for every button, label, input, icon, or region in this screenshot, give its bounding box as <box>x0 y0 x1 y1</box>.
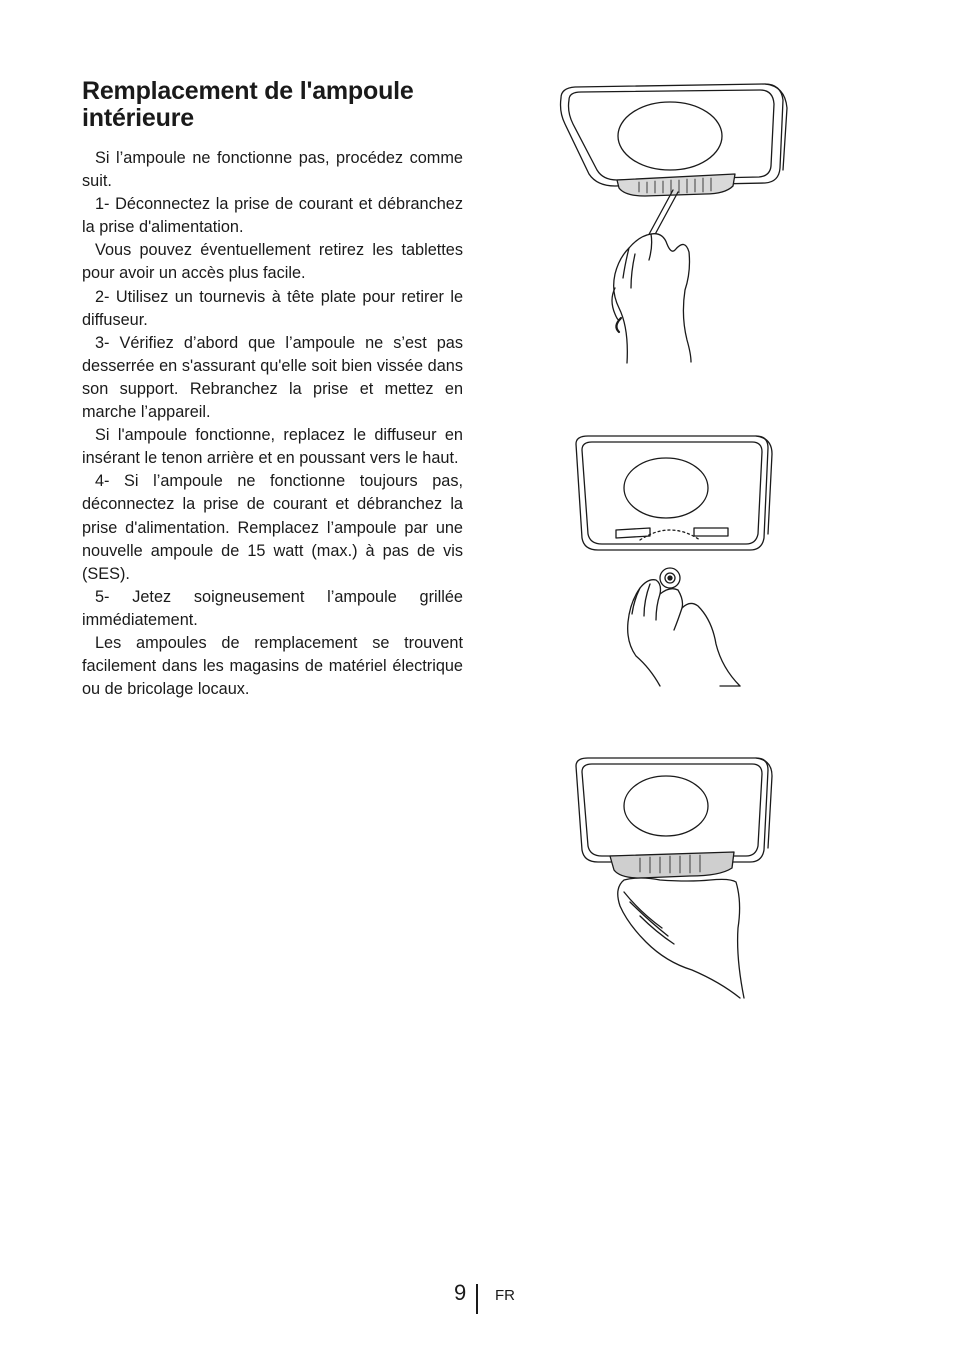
bulb-removal-illustration <box>570 430 775 692</box>
diffuser-refit-illustration <box>570 752 775 1004</box>
paragraph-step-2: 2- Utilisez un tournevis à tête plate pour retirer le diffuseur. <box>82 287 463 329</box>
screwdriver-diffuser-illustration <box>555 78 790 370</box>
page-footer <box>440 1280 540 1316</box>
instructions-text <box>82 147 463 701</box>
paragraph-refit-diffuser: Si l'ampoule fonctionne, replacez le diffuseur en insérant le tenon arrière et en poussant vers le haut. <box>82 426 463 468</box>
page-number: 9 <box>454 1280 467 1305</box>
paragraph-step-4: 4- Si l’ampoule ne fonctionne toujours pas, déconnectez la prise de courant et débranchez la prise d'alimentation. Remplacez l’ampoule par une nouvelle ampoule de 15 watt (max.) à pas de vis (SES). <box>82 472 463 583</box>
paragraph-step-3: 3- Vérifiez d’abord que l’ampoule ne s’est pas desserrée en s'assurant qu'elle soit bien vissée dans son support. Rebranchez la prise et mettez en marche l’appareil. <box>82 333 463 422</box>
footer-divider <box>476 1284 478 1314</box>
paragraph-step-5: 5- Jetez soigneusement l’ampoule grillée immédiatement. <box>82 587 463 629</box>
paragraph-step-1: 1- Déconnectez la prise de courant et débranchez la prise d'alimentation. <box>82 195 463 237</box>
section-heading: Remplacement de l'ampoule intérieure <box>82 77 414 132</box>
language-code: FR <box>495 1287 515 1304</box>
paragraph-intro: Si l’ampoule ne fonctionne pas, procédez comme suit. <box>82 149 463 191</box>
paragraph-shelves-note: Vous pouvez éventuellement retirez les tablettes pour avoir un accès plus facile. <box>82 241 463 283</box>
paragraph-replacement-bulbs: Les ampoules de remplacement se trouvent facilement dans les magasins de matériel électrique ou de bricolage locaux. <box>82 633 463 699</box>
